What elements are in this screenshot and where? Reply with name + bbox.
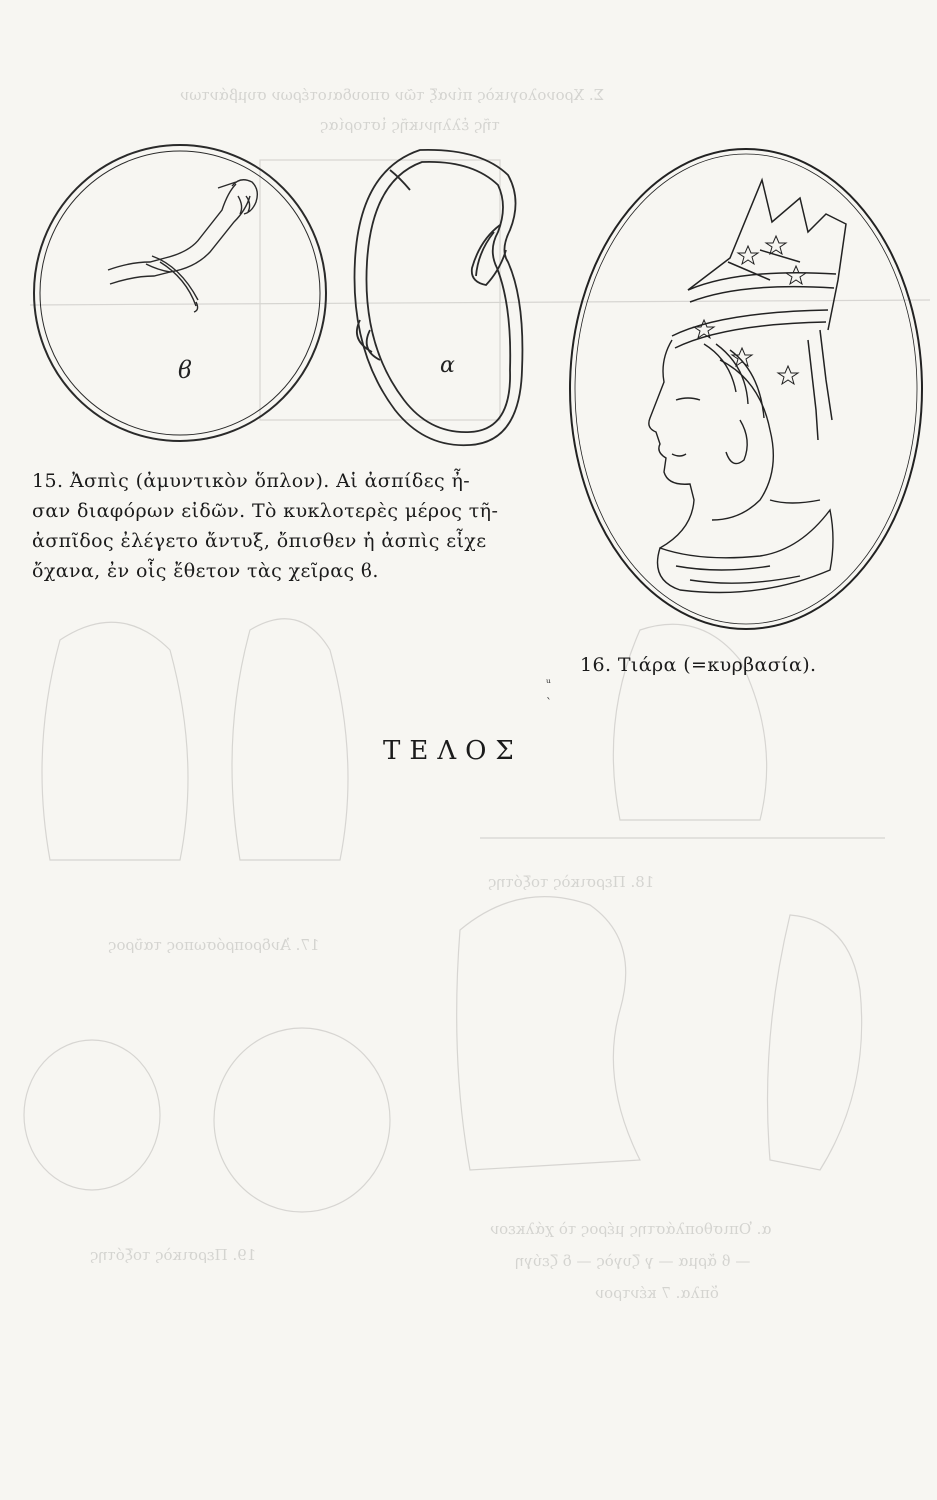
bleed-through-line: 17. Ἀνδροπρόσωπος ταῦρος [108, 936, 320, 954]
bleed-through-line: 18. Περσικὸς τοξότης [488, 873, 655, 891]
profile-face-drawing [649, 340, 833, 593]
figure-16-caption: 16. Τιάρα (=κυρβασία). [580, 654, 817, 676]
caption-line: ὄχανα, ἐν οἷς ἔθετον τὰς χεῖρας ϐ. [32, 560, 379, 582]
stray-ink-mark: ˋ [546, 696, 552, 710]
bleed-through-line: ὅπλα. 7 κέντρον [595, 1284, 719, 1302]
letter-b-label: ϐ [178, 356, 192, 384]
caption-line: ἀσπῖδος ἐλέγετο ἄντυξ, ὄπισθεν ἡ ἀσπὶς εἶχε [32, 530, 487, 552]
bleed-through-line: τῆς ἑλληνικῆς ἱστορίας [320, 116, 500, 134]
caption-line: σαν διαφόρων εἰδῶν. Τὸ κυκλοτερὲς μέρος τῆ- [32, 500, 499, 522]
bleed-through-line: 19. Περσικὸς τοξότης [90, 1246, 257, 1264]
bleed-through-figures [24, 160, 930, 1212]
bleed-through-line: — ϐ ἄρμα — γ ζυγὸς — δ ζεύγη [515, 1252, 751, 1270]
arm-in-strap-drawing [108, 180, 257, 312]
shield-profile-figure [355, 150, 523, 445]
caption-line: 15. Ἀσπὶς (ἀμυντικὸν ὅπλον). Αἱ ἀσπίδες ἦ- [32, 470, 471, 492]
bleed-through-line: α. Ὁπισθοπλάστης μέρος τὸ χάλκεον [490, 1220, 772, 1238]
end-title: ΤΕΛΟΣ [383, 736, 523, 766]
letter-a-label: α [440, 353, 455, 378]
tiara-portrait-figure [570, 149, 922, 629]
shield-interior-figure [34, 145, 326, 441]
stray-ink-mark: ᵘ [546, 676, 551, 690]
tiara-headdress-drawing [672, 180, 846, 440]
figure-15-caption [32, 466, 552, 586]
bleed-through-line: Σ. Χρονολογικὸς πίναξ τῶν σπουδαιοτέρων συμβάντων [180, 86, 605, 104]
